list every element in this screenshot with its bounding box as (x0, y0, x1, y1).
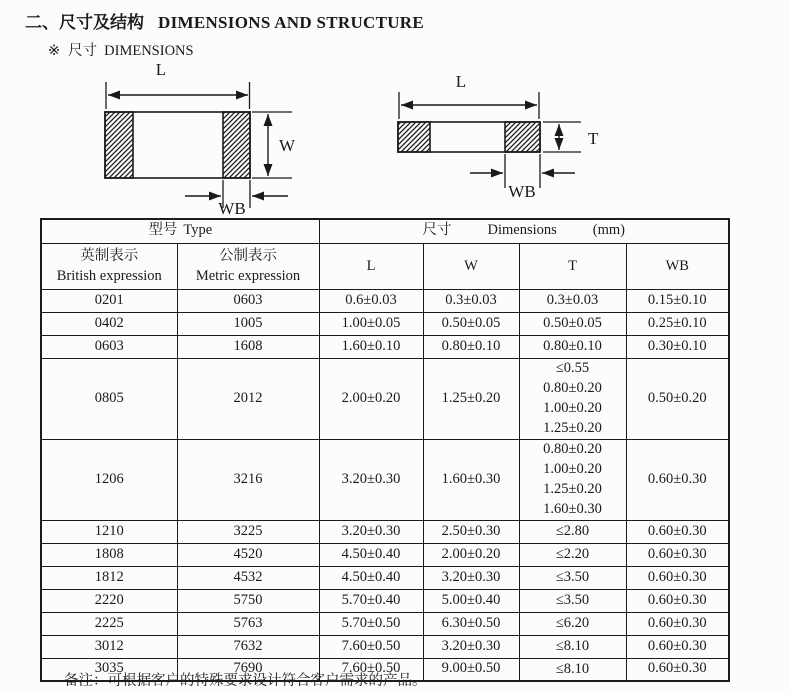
cell-band-width: 0.30±0.10 (626, 335, 729, 358)
cell-british-code: 0603 (41, 335, 177, 358)
cell-british-code: 2225 (41, 612, 177, 635)
thickness-value-line: ≤8.10 (555, 638, 590, 654)
cell-thickness (519, 439, 626, 520)
table-row (41, 635, 729, 658)
cell-thickness (519, 658, 626, 681)
thickness-value-line: 0.80±0.10 (543, 338, 602, 354)
cell-length: 5.70±0.40 (319, 589, 423, 612)
table-row (41, 543, 729, 566)
cell-metric-code: 7632 (177, 635, 319, 658)
cell-band-width: 0.60±0.30 (626, 635, 729, 658)
cell-thickness (519, 612, 626, 635)
cell-width: 9.00±0.50 (423, 658, 519, 681)
table-row (41, 312, 729, 335)
cell-thickness (519, 589, 626, 612)
side-view-diagram (383, 70, 611, 210)
dimensions-table (40, 218, 730, 682)
thickness-value-line: ≤2.80 (555, 523, 590, 539)
length-dimension-label: L (455, 72, 467, 91)
cell-width: 1.60±0.30 (423, 439, 519, 520)
cell-thickness (519, 566, 626, 589)
cell-metric-code: 2012 (177, 358, 319, 439)
cell-length: 1.00±0.05 (319, 312, 423, 335)
width-dimension-label: W (279, 136, 296, 155)
cell-thickness (519, 543, 626, 566)
table-column-header-row (41, 243, 729, 289)
thickness-value-line: 1.60±0.30 (543, 501, 602, 517)
cell-british-code: 1210 (41, 520, 177, 543)
thickness-value-line: ≤6.20 (555, 615, 590, 631)
thickness-value-line: 0.80±0.20 (543, 380, 602, 396)
cell-british-code: 1206 (41, 439, 177, 520)
cell-band-width: 0.60±0.30 (626, 566, 729, 589)
header-length: L (319, 243, 423, 289)
left-terminal-hatch (105, 112, 133, 178)
cell-metric-code: 1608 (177, 335, 319, 358)
header-dims-group-unit: (mm) (592, 222, 625, 239)
cell-length: 5.70±0.50 (319, 612, 423, 635)
thickness-value-line: 0.80±0.20 (543, 441, 602, 457)
table-group-header-row (41, 219, 729, 243)
thickness-value-line: 1.25±0.20 (543, 420, 602, 436)
cell-british-code: 1808 (41, 543, 177, 566)
band-width-label: WB (508, 182, 536, 201)
cell-thickness (519, 289, 626, 312)
right-terminal-hatch (223, 112, 250, 178)
cell-british-code: 3012 (41, 635, 177, 658)
table-row (41, 289, 729, 312)
cell-metric-code: 7690 (177, 658, 319, 681)
thickness-value-line: 1.25±0.20 (543, 481, 602, 497)
header-band-width: WB (626, 243, 729, 289)
header-metric-cn: 公制表示 (219, 247, 277, 264)
band-width-label: WB (218, 199, 246, 216)
cell-band-width: 0.25±0.10 (626, 312, 729, 335)
cell-metric-code: 3225 (177, 520, 319, 543)
header-dims-group-cn: 尺寸 (422, 222, 452, 239)
top-view-diagram (66, 56, 326, 216)
cell-british-code: 1812 (41, 566, 177, 589)
cell-length: 3.20±0.30 (319, 439, 423, 520)
cell-band-width: 0.15±0.10 (626, 289, 729, 312)
header-dims-group-en: Dimensions (487, 222, 557, 239)
cell-band-width: 0.60±0.30 (626, 658, 729, 681)
cell-thickness (519, 635, 626, 658)
table-row (41, 612, 729, 635)
cell-metric-code: 4532 (177, 566, 319, 589)
cell-width: 0.80±0.10 (423, 335, 519, 358)
cell-metric-code: 1005 (177, 312, 319, 335)
cell-length: 7.60±0.50 (319, 658, 423, 681)
table-row (41, 335, 729, 358)
table-row (41, 439, 729, 520)
left-terminal-hatch (398, 122, 430, 152)
table-row (41, 566, 729, 589)
thickness-value-line: 1.00±0.20 (543, 461, 602, 477)
header-type-group-cn: 型号 (148, 222, 178, 239)
header-type-group (41, 219, 319, 243)
cell-length: 3.20±0.30 (319, 520, 423, 543)
cell-metric-code: 3216 (177, 439, 319, 520)
cell-width: 3.20±0.30 (423, 566, 519, 589)
cell-band-width: 0.50±0.20 (626, 358, 729, 439)
section-subtitle-cn: 尺寸 (68, 43, 98, 59)
page-title-en: DIMENSIONS AND STRUCTURE (158, 13, 425, 32)
thickness-value-line: 0.3±0.03 (546, 292, 599, 308)
header-width: W (423, 243, 519, 289)
cell-band-width: 0.60±0.30 (626, 520, 729, 543)
page-title-cn: 二、尺寸及结构 (25, 13, 144, 32)
cell-width: 2.00±0.20 (423, 543, 519, 566)
cell-thickness (519, 358, 626, 439)
cell-thickness (519, 520, 626, 543)
cell-length: 1.60±0.10 (319, 335, 423, 358)
cell-thickness (519, 312, 626, 335)
cell-width: 6.30±0.50 (423, 612, 519, 635)
thickness-value-line: ≤3.50 (555, 569, 590, 585)
thickness-value-line: 0.50±0.05 (543, 315, 602, 331)
right-terminal-hatch (505, 122, 540, 152)
reference-mark-icon: ※ (48, 43, 61, 59)
thickness-value-line: ≤8.10 (555, 660, 590, 677)
table-row (41, 520, 729, 543)
header-dims-group (319, 219, 729, 243)
length-dimension-label: L (155, 60, 167, 79)
cell-length: 0.6±0.03 (319, 289, 423, 312)
section-subtitle-en: DIMENSIONS (104, 43, 194, 59)
cell-length: 7.60±0.50 (319, 635, 423, 658)
cell-metric-code: 5750 (177, 589, 319, 612)
cell-length: 4.50±0.40 (319, 543, 423, 566)
thickness-value-line: 1.00±0.20 (543, 400, 602, 416)
thickness-value-line: ≤0.55 (555, 360, 590, 376)
cell-british-code: 0201 (41, 289, 177, 312)
cell-band-width: 0.60±0.30 (626, 543, 729, 566)
cell-width: 5.00±0.40 (423, 589, 519, 612)
cell-width: 2.50±0.30 (423, 520, 519, 543)
header-thickness: T (519, 243, 626, 289)
cell-british-code: 0402 (41, 312, 177, 335)
header-british-cn: 英制表示 (80, 247, 139, 264)
cell-metric-code: 5763 (177, 612, 319, 635)
cell-width: 0.3±0.03 (423, 289, 519, 312)
cell-band-width: 0.60±0.30 (626, 439, 729, 520)
cell-width: 1.25±0.20 (423, 358, 519, 439)
header-british-expression (41, 243, 177, 289)
cell-length: 2.00±0.20 (319, 358, 423, 439)
dimensions-table-body (41, 289, 729, 681)
footnote: 备注：可根据客户的特殊要求设计符合客户需求的产品。 (64, 673, 427, 689)
cell-british-code: 0805 (41, 358, 177, 439)
cell-metric-code: 0603 (177, 289, 319, 312)
cell-metric-code: 4520 (177, 543, 319, 566)
thickness-value-line: ≤2.20 (555, 546, 590, 562)
table-row (41, 358, 729, 439)
cell-band-width: 0.60±0.30 (626, 589, 729, 612)
cell-width: 0.50±0.05 (423, 312, 519, 335)
cell-thickness (519, 335, 626, 358)
header-metric-expression (177, 243, 319, 289)
cell-band-width: 0.60±0.30 (626, 612, 729, 635)
header-metric-en: Metric expression (195, 268, 301, 284)
cell-width: 3.20±0.30 (423, 635, 519, 658)
cell-british-code: 3035 (41, 658, 177, 681)
table-row (41, 589, 729, 612)
header-british-en: British expression (56, 268, 162, 284)
thickness-dimension-label: T (588, 129, 599, 148)
page-title (25, 8, 424, 33)
header-type-group-en: Type (183, 222, 213, 239)
cell-british-code: 2220 (41, 589, 177, 612)
thickness-value-line: ≤3.50 (555, 592, 590, 608)
cell-length: 4.50±0.40 (319, 566, 423, 589)
